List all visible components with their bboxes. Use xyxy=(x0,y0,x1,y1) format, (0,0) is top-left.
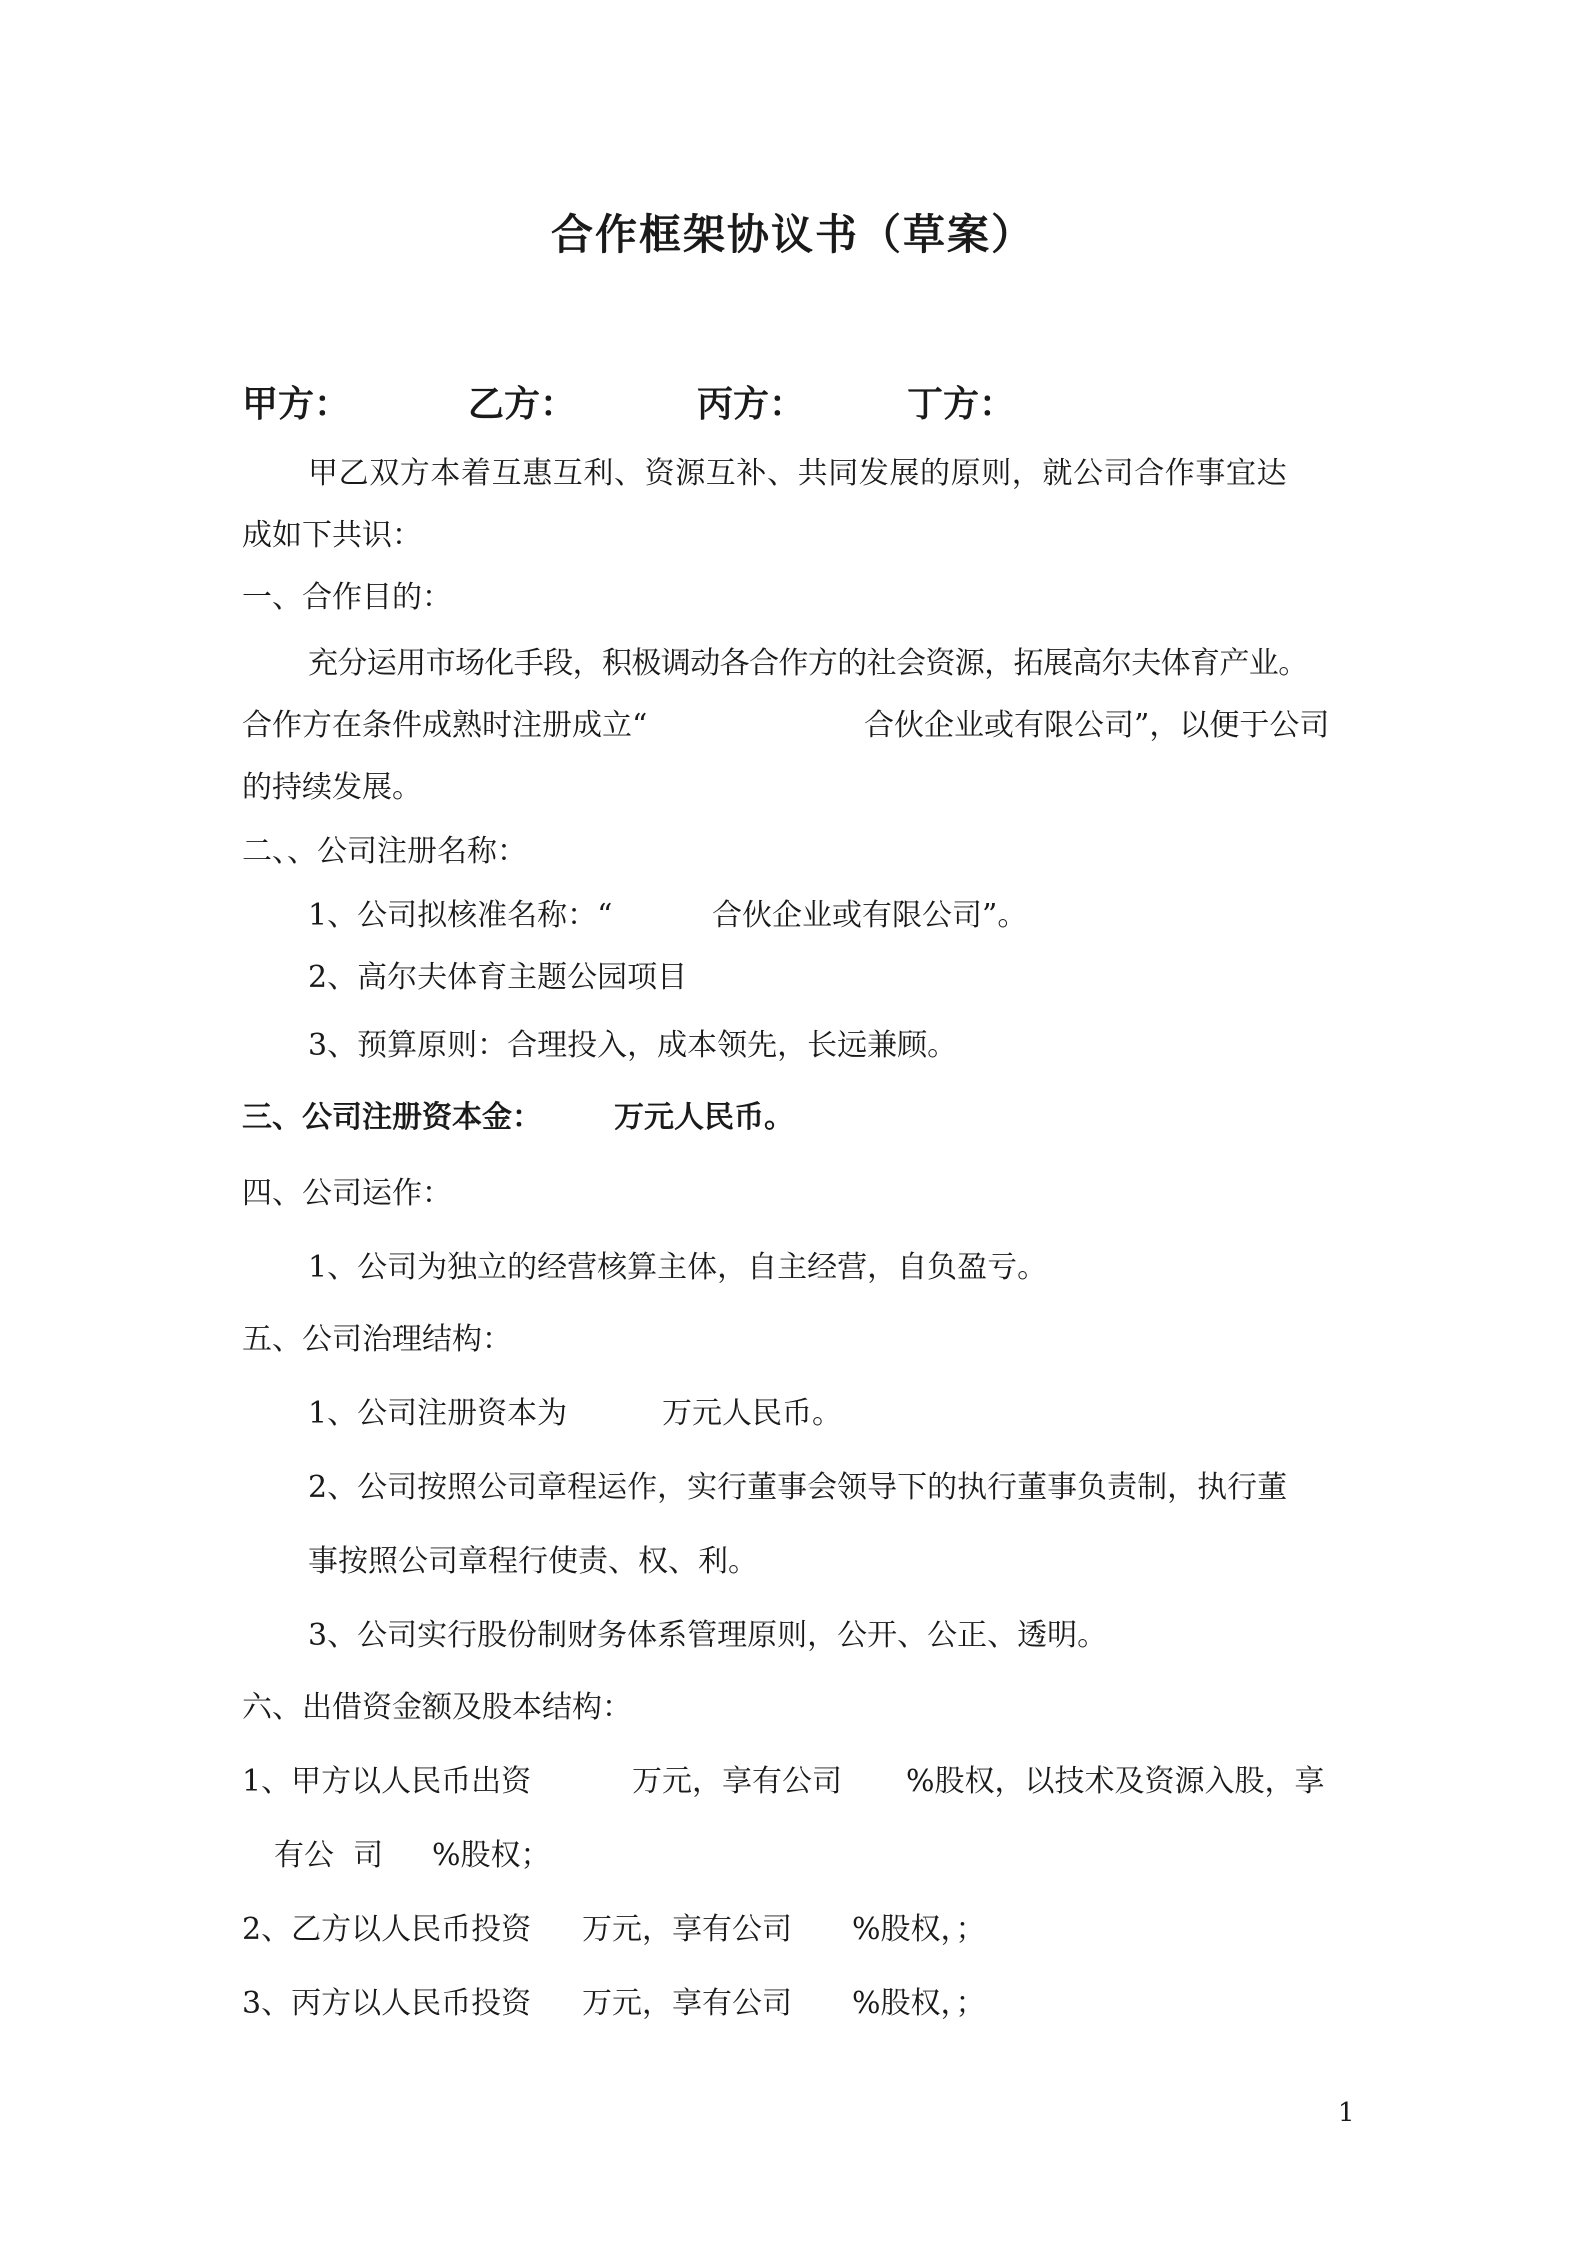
section-6-heading: 六、出借资金额及股本结构： xyxy=(242,1690,632,1725)
section-6-item-1-cont-part-2: %股权； xyxy=(432,1838,551,1873)
intro-line-2: 成如下共识： xyxy=(242,518,422,553)
section-1-line-3: 的持续发展。 xyxy=(242,770,422,805)
section-2-item-1a: 1、公司拟核准名称：“ xyxy=(308,898,613,933)
section-5-heading: 五、公司治理结构： xyxy=(242,1322,512,1357)
party-c-label: 丙方： xyxy=(697,383,806,425)
intro-line-1: 甲乙双方本着互惠互利、资源互补、共同发展的原则，就公司合作事宜达 xyxy=(308,456,1288,491)
section-2-item-3: 3、预算原则：合理投入，成本领先，长远兼顾。 xyxy=(308,1028,958,1063)
section-5-item-3: 3、公司实行股份制财务体系管理原则，公开、公正、透明。 xyxy=(308,1618,1108,1653)
section-6-item-1-part-2: 万元，享有公司 xyxy=(632,1764,842,1799)
section-2-item-1b: 合伙企业或有限公司”。 xyxy=(712,898,1028,933)
section-6-item-3-part-1: 3、丙方以人民币投资 xyxy=(242,1986,532,2021)
document-title: 合作框架协议书（草案） xyxy=(550,210,1035,259)
section-6-item-1-part-1: 1、甲方以人民币出资 xyxy=(242,1764,532,1799)
section-4-heading: 四、公司运作： xyxy=(242,1176,452,1211)
party-a-label: 甲方： xyxy=(242,383,351,425)
section-2-heading: 二、、公司注册名称： xyxy=(242,834,527,869)
section-1-line-2b: 合伙企业或有限公司”，以便于公司 xyxy=(864,708,1330,743)
section-2-item-2: 2、高尔夫体育主题公园项目 xyxy=(308,960,688,995)
party-b-label: 乙方： xyxy=(468,383,577,425)
section-5-item-1a: 1、公司注册资本为 xyxy=(308,1396,568,1431)
section-6-item-2-part-2: 万元，享有公司 xyxy=(582,1912,792,1947)
section-1-line-2a: 合作方在条件成熟时注册成立“ xyxy=(242,708,648,743)
section-5-item-2a: 2、公司按照公司章程运作，实行董事会领导下的执行董事负责制，执行董 xyxy=(308,1470,1288,1505)
section-6-item-2-part-3: %股权，； xyxy=(852,1912,986,1947)
section-6-item-1-part-3: %股权，以技术及资源入股，享 xyxy=(906,1764,1325,1799)
party-d-label: 丁方： xyxy=(907,383,1016,425)
section-1-line-1: 充分运用市场化手段，积极调动各合作方的社会资源，拓展高尔夫体育产业。 xyxy=(308,646,1308,681)
section-3-heading: 三、公司注册资本金： xyxy=(242,1100,542,1135)
section-6-item-3-part-3: %股权，； xyxy=(852,1986,986,2021)
section-4-item-1: 1、公司为独立的经营核算主体，自主经营，自负盈亏。 xyxy=(308,1250,1048,1285)
page-number: 1 xyxy=(1338,2098,1355,2128)
section-6-item-1-cont-part-1: 有公 司 xyxy=(274,1838,384,1873)
section-5-item-2b: 事按照公司章程行使责、权、利。 xyxy=(308,1544,758,1579)
section-6-item-3-part-2: 万元，享有公司 xyxy=(582,1986,792,2021)
section-1-heading: 一、合作目的： xyxy=(242,580,452,615)
section-3-value: 万元人民币。 xyxy=(614,1100,794,1135)
section-6-item-2-part-1: 2、乙方以人民币投资 xyxy=(242,1912,532,1947)
section-5-item-1b: 万元人民币。 xyxy=(662,1396,842,1431)
